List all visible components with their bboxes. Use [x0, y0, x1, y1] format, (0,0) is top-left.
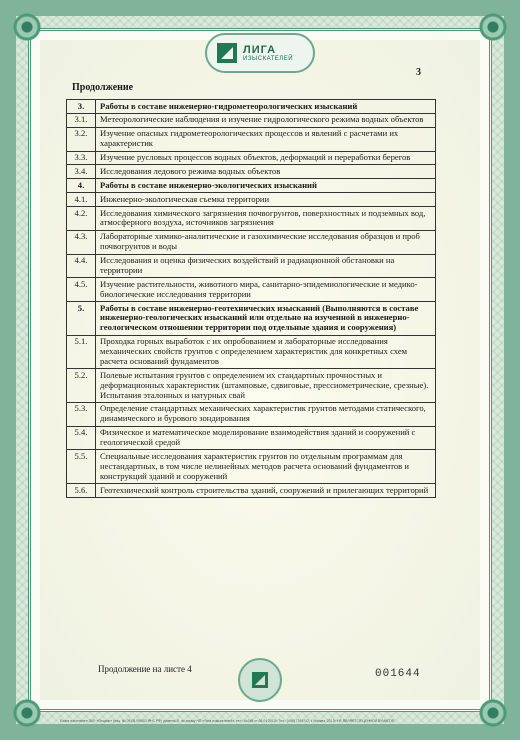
row-number: 5.: [67, 302, 96, 336]
row-description: Изучение опасных гидрометеорологических процессов и явлений с расчетами их характеристик: [96, 127, 436, 151]
logo-title: ЛИГА: [243, 43, 277, 56]
table-row: [67, 230, 436, 254]
table-row: [67, 369, 436, 403]
row-number: 4.3.: [67, 230, 96, 254]
row-number: 5.4.: [67, 426, 96, 450]
table-row: [67, 402, 436, 426]
serial-number: 001644: [375, 668, 421, 680]
row-number: 3.: [67, 100, 96, 114]
logo-icon: [217, 43, 237, 63]
row-description: Инженерно-экологическая съемка территории: [96, 193, 436, 207]
table-row: [67, 207, 436, 231]
logo-subtitle: ИЗЫСКАТЕЛЕЙ: [243, 55, 294, 62]
row-description: Специальные исследования характеристик грунтов по отдельным программам для нестандартных, в том числе нелинейных методов расчета оснований фундаментов и конструкций зданий и сооружений: [96, 450, 436, 484]
row-description: Полевые испытания грунтов с определением их стандартных прочностных и деформационных характеристик (штамповые, сдвиговые, прессиометрические, срезные). Испытания эталонных и натурных свай: [96, 369, 436, 403]
table-row: [67, 335, 436, 369]
table-section-row: [67, 302, 436, 336]
row-number: 4.: [67, 179, 96, 193]
row-description: Определение стандартных механических характеристик грунтов методами статического, динамического и бурового зондирования: [96, 402, 436, 426]
table-row: [67, 151, 436, 165]
corner-ornament: [476, 696, 510, 730]
table-row: [67, 113, 436, 127]
row-number: 3.4.: [67, 165, 96, 179]
table-row: [67, 165, 436, 179]
row-description: Исследования ледового режима водных объектов: [96, 165, 436, 179]
row-description: Лабораторные химико-аналитические и газохимические исследования образцов и проб почвогрунтов и воды: [96, 230, 436, 254]
row-description: Работы в составе инженерно-геотехнических изысканий (Выполняются в составе инженерно-геологических изысканий или отдельно на изученной в инженерно-геологическом отношении территории под отдельные здания и сооружения): [96, 302, 436, 336]
row-number: 4.4.: [67, 254, 96, 278]
row-description: Физическое и математическое моделирование взаимодействия зданий и сооружений с геологической средой: [96, 426, 436, 450]
corner-ornament: [476, 10, 510, 44]
continuation-note: Продолжение на листе 4: [98, 664, 192, 674]
row-number: 3.1.: [67, 113, 96, 127]
corner-ornament: [10, 696, 44, 730]
page-number: 3: [416, 67, 421, 78]
organization-logo: [205, 33, 315, 73]
printer-imprint: Бланк изготовлен ЗАО «Опцион» (лиц. № 05-05-09/003 ФНС РФ) уровень В, по заказу НП «Лига изыскателей», тел.: №048 от 06.04.2012г. Тел.: (495) 7264742, г. Москва, 2012г. НЕ ЯВЛЯЕТСЯ ЦЕННОЙ БУМАГОЙ: [60, 719, 395, 723]
row-number: 5.3.: [67, 402, 96, 426]
row-number: 5.6.: [67, 484, 96, 498]
row-description: Изучение растительности, животного мира, санитарно-эпидемиологические и медико-биологические исследования территории: [96, 278, 436, 302]
table-row: [67, 278, 436, 302]
row-number: 5.1.: [67, 335, 96, 369]
row-description: Геотехнический контроль строительства зданий, сооружений и прилегающих территорий: [96, 484, 436, 498]
row-description: Проходка горных выработок с их опробованием и лабораторные исследования механических свойств грунтов с определением характеристик для конкретных схем расчета оснований фундаментов: [96, 335, 436, 369]
row-description: Метеорологические наблюдения и изучение гидрологического режима водных объектов: [96, 113, 436, 127]
table-row: [67, 426, 436, 450]
table-row: [67, 254, 436, 278]
table-row: [67, 193, 436, 207]
row-number: 4.2.: [67, 207, 96, 231]
corner-ornament: [10, 10, 44, 44]
table-row: [67, 450, 436, 484]
row-number: 3.3.: [67, 151, 96, 165]
seal-logo-icon: [252, 672, 268, 688]
row-number: 4.1.: [67, 193, 96, 207]
table-row: [67, 484, 436, 498]
table-section-row: [67, 179, 436, 193]
bottom-seal: [238, 658, 282, 702]
table-row: [67, 127, 436, 151]
row-number: 5.2.: [67, 369, 96, 403]
row-description: Исследования и оценка физических воздействий и радиационной обстановки на территории: [96, 254, 436, 278]
row-number: 5.5.: [67, 450, 96, 484]
row-description: Работы в составе инженерно-гидрометеорологических изысканий: [96, 100, 436, 114]
row-description: Изучение русловых процессов водных объектов, деформаций и переработки берегов: [96, 151, 436, 165]
works-table: [66, 99, 436, 498]
table-section-row: [67, 100, 436, 114]
row-description: Работы в составе инженерно-экологических изысканий: [96, 179, 436, 193]
row-description: Исследования химического загрязнения почвогрунтов, поверхностных и подземных вод, атмосферного воздуха, источников загрязнения: [96, 207, 436, 231]
row-number: 3.2.: [67, 127, 96, 151]
row-number: 4.5.: [67, 278, 96, 302]
continuation-heading: Продолжение: [72, 82, 134, 93]
